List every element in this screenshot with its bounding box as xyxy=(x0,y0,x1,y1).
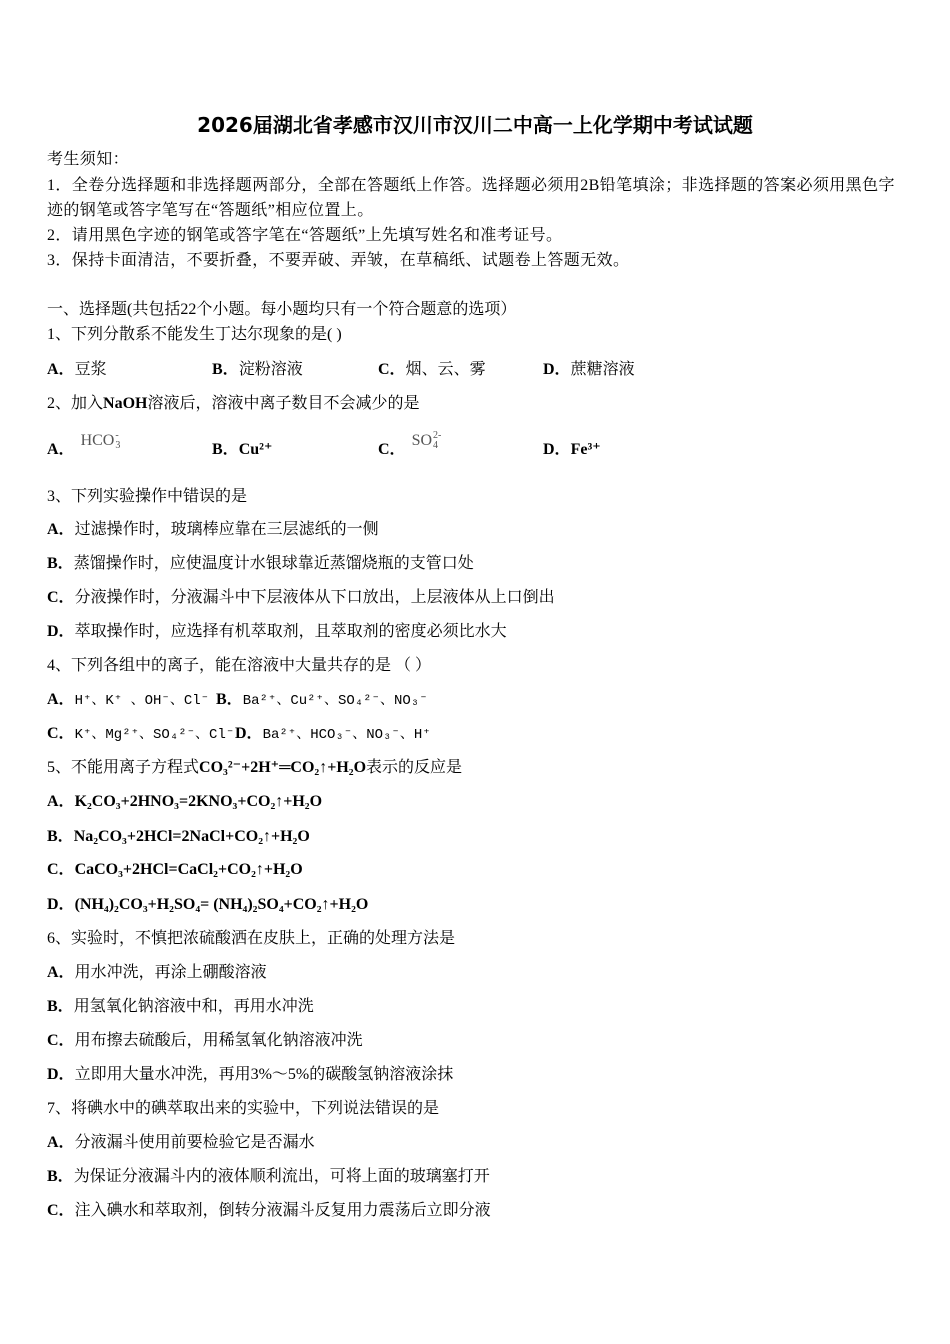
question-6-stem xyxy=(47,927,455,951)
option-text: 分液操作时，分液漏斗中下层液体从下口放出，上层液体从上口倒出 xyxy=(74,589,555,606)
question-1-option-c xyxy=(378,358,486,382)
question-number: 6、 xyxy=(47,930,72,947)
option-label: D． xyxy=(47,896,75,913)
option-text: (NH₄)₂CO₃+H₂SO₄= (NH₄)₂SO₄+CO₂↑+H₂O xyxy=(74,896,369,913)
question-5-option-a xyxy=(47,790,322,814)
option-text: 用水冲洗，再涂上硼酸溶液 xyxy=(74,964,267,981)
question-number: 7、 xyxy=(47,1100,72,1117)
option-label: A． xyxy=(47,361,75,378)
formula-bicarbonate-ion xyxy=(80,430,121,452)
question-1-option-b xyxy=(212,358,303,382)
question-number: 3、 xyxy=(47,488,72,505)
question-number: 1、 xyxy=(47,326,72,343)
option-text: Cu²⁺ xyxy=(238,441,273,458)
option-label: B． xyxy=(212,361,239,378)
option-label: D． xyxy=(47,1066,75,1083)
option-label: C． xyxy=(47,861,75,878)
option-label: C． xyxy=(47,1202,75,1219)
question-4-option-d xyxy=(235,722,431,747)
question-4-option-c xyxy=(47,722,234,747)
option-label: C． xyxy=(378,361,406,378)
question-text: 加入 xyxy=(71,395,104,412)
question-7-option-c xyxy=(47,1199,491,1223)
question-5-option-c xyxy=(47,858,303,882)
question-3-option-a xyxy=(47,518,379,542)
question-5-option-d xyxy=(47,893,368,917)
option-text: H⁺、K⁺ 、OH⁻、Cl⁻ xyxy=(74,693,210,709)
option-label: A． xyxy=(47,521,75,538)
notice-item-2: 2．请用黑色字迹的钢笔或答字笔在“答题纸”上先填写姓名和准考证号。 xyxy=(47,227,563,244)
formula-base: SO xyxy=(411,432,433,449)
option-text: 过滤操作时，玻璃棒应靠在三层滤纸的一侧 xyxy=(74,521,379,538)
option-text: Fe³⁺ xyxy=(570,441,601,458)
option-label: C． xyxy=(47,725,75,742)
formula-charge: 2- xyxy=(433,430,442,442)
question-3-option-c xyxy=(47,586,555,610)
question-1-option-a xyxy=(47,358,107,382)
notice-heading: 考生须知： xyxy=(47,151,130,168)
question-3-option-b xyxy=(47,552,474,576)
section-heading: 一、选择题(共包括22个小题。每小题均只有一个符合题意的选项） xyxy=(47,301,517,318)
option-label: A． xyxy=(47,441,75,458)
question-text: 下列各组中的离子，能在溶液中大量共存的是 （ ） xyxy=(71,657,432,674)
option-text: Ba²⁺、Cu²⁺、SO₄²⁻、NO₃⁻ xyxy=(242,693,428,709)
question-text: 下列实验操作中错误的是 xyxy=(71,488,248,505)
formula-script-stack xyxy=(115,431,120,451)
option-text: 用布擦去硫酸后，用稀氢氧化钠溶液冲洗 xyxy=(74,1032,363,1049)
question-4-stem xyxy=(47,654,431,678)
question-2-option-d xyxy=(543,438,601,462)
option-text: 蔗糖溶液 xyxy=(570,361,635,378)
question-6-option-c xyxy=(47,1029,363,1053)
option-label: A． xyxy=(47,964,75,981)
option-label: B． xyxy=(47,828,74,845)
option-text: 淀粉溶液 xyxy=(238,361,303,378)
question-6-option-d xyxy=(47,1063,453,1087)
question-3-stem xyxy=(47,485,247,509)
option-label: A． xyxy=(47,691,75,708)
formula-subscript: 4 xyxy=(433,440,439,452)
option-label: B． xyxy=(47,998,74,1015)
option-text: 用氢氧化钠溶液中和，再用水冲洗 xyxy=(73,998,314,1015)
option-label: D． xyxy=(543,361,571,378)
question-text: 下列分散系不能发生丁达尔现象的是( ) xyxy=(71,326,342,343)
option-text: 豆浆 xyxy=(74,361,107,378)
option-label: D． xyxy=(47,623,75,640)
question-formula: CO₃²⁻+2H⁺═CO₂↑+H₂O xyxy=(199,759,367,776)
option-text: CaCO₃+2HCl=CaCl₂+CO₂↑+H₂O xyxy=(74,861,303,878)
question-number: 4、 xyxy=(47,657,72,674)
option-text: 蒸馏操作时，应使温度计水银球靠近蒸馏烧瓶的支管口处 xyxy=(73,555,474,572)
question-2-option-b xyxy=(212,438,272,462)
question-number: 2、 xyxy=(47,395,72,412)
notice-item-1: 1．全卷分选择题和非选择题两部分，全部在答题纸上作答。选择题必须用2B铅笔填涂；非选择题的答案必须用黑色字迹的钢笔或答字笔写在“答题纸”相应位置上。 xyxy=(47,177,895,219)
option-label: B． xyxy=(47,1168,74,1185)
option-label: B． xyxy=(216,691,243,708)
question-text: 溶液后，溶液中离子数目不会减少的是 xyxy=(147,395,420,412)
question-7-option-b xyxy=(47,1165,490,1189)
question-3-option-d xyxy=(47,620,507,644)
option-text: 萃取操作时，应选择有机萃取剂，且萃取剂的密度必须比水大 xyxy=(74,623,507,640)
question-text: 表示的反应是 xyxy=(366,759,463,776)
question-text: 不能用离子方程式 xyxy=(71,759,200,776)
question-2-option-a xyxy=(47,430,121,462)
question-number: 5、 xyxy=(47,759,72,776)
option-text: Na₂CO₃+2HCl=2NaCl+CO₂↑+H₂O xyxy=(73,828,310,845)
option-text: 烟、云、雾 xyxy=(405,361,486,378)
question-1-stem xyxy=(47,323,342,347)
formula-charge: - xyxy=(115,430,119,442)
question-7-stem xyxy=(47,1097,439,1121)
question-4-option-a xyxy=(47,688,209,713)
option-label: A． xyxy=(47,1134,75,1151)
option-text: K⁺、Mg²⁺、SO₄²⁻、Cl⁻ xyxy=(74,727,235,743)
question-2-stem xyxy=(47,392,420,416)
option-label: A． xyxy=(47,793,75,810)
option-label: D． xyxy=(235,725,263,742)
formula-sulfate-ion xyxy=(411,430,442,452)
formula-subscript: 3 xyxy=(115,440,121,452)
question-2-option-c xyxy=(378,430,442,462)
option-text: 为保证分液漏斗内的液体顺利流出，可将上面的玻璃塞打开 xyxy=(73,1168,490,1185)
option-text: 注入碘水和萃取剂，倒转分液漏斗反复用力震荡后立即分液 xyxy=(74,1202,491,1219)
question-4-option-b xyxy=(216,688,428,713)
question-6-option-b xyxy=(47,995,314,1019)
question-text: 实验时，不慎把浓硫酸洒在皮肤上，正确的处理方法是 xyxy=(71,930,456,947)
question-6-option-a xyxy=(47,961,267,985)
option-label: C． xyxy=(47,589,75,606)
notice-item-3: 3．保持卡面清洁，不要折叠，不要弄破、弄皱，在草稿纸、试题卷上答题无效。 xyxy=(47,252,630,269)
question-5-option-b xyxy=(47,825,310,849)
question-formula: NaOH xyxy=(103,395,148,412)
formula-script-stack xyxy=(433,431,441,451)
option-text: K₂CO₃+2HNO₃=2KNO₃+CO₂↑+H₂O xyxy=(74,793,323,810)
option-label: B． xyxy=(47,555,74,572)
option-label: D． xyxy=(543,441,571,458)
option-text: 分液漏斗使用前要检验它是否漏水 xyxy=(74,1134,315,1151)
question-text: 将碘水中的碘萃取出来的实验中，下列说法错误的是 xyxy=(71,1100,440,1117)
option-text: 立即用大量水冲洗，再用3%～5%的碳酸氢钠溶液涂抹 xyxy=(74,1066,454,1083)
question-1-option-d xyxy=(543,358,635,382)
exam-title: 2026届湖北省孝感市汉川市汉川二中高一上化学期中考试试题 xyxy=(197,113,753,137)
option-text: Ba²⁺、HCO₃⁻、NO₃⁻、H⁺ xyxy=(262,727,431,743)
option-label: C． xyxy=(378,441,406,458)
formula-base: HCO xyxy=(80,432,115,449)
option-label: C． xyxy=(47,1032,75,1049)
option-label: B． xyxy=(212,441,239,458)
question-5-stem xyxy=(47,756,462,780)
question-7-option-a xyxy=(47,1131,315,1155)
